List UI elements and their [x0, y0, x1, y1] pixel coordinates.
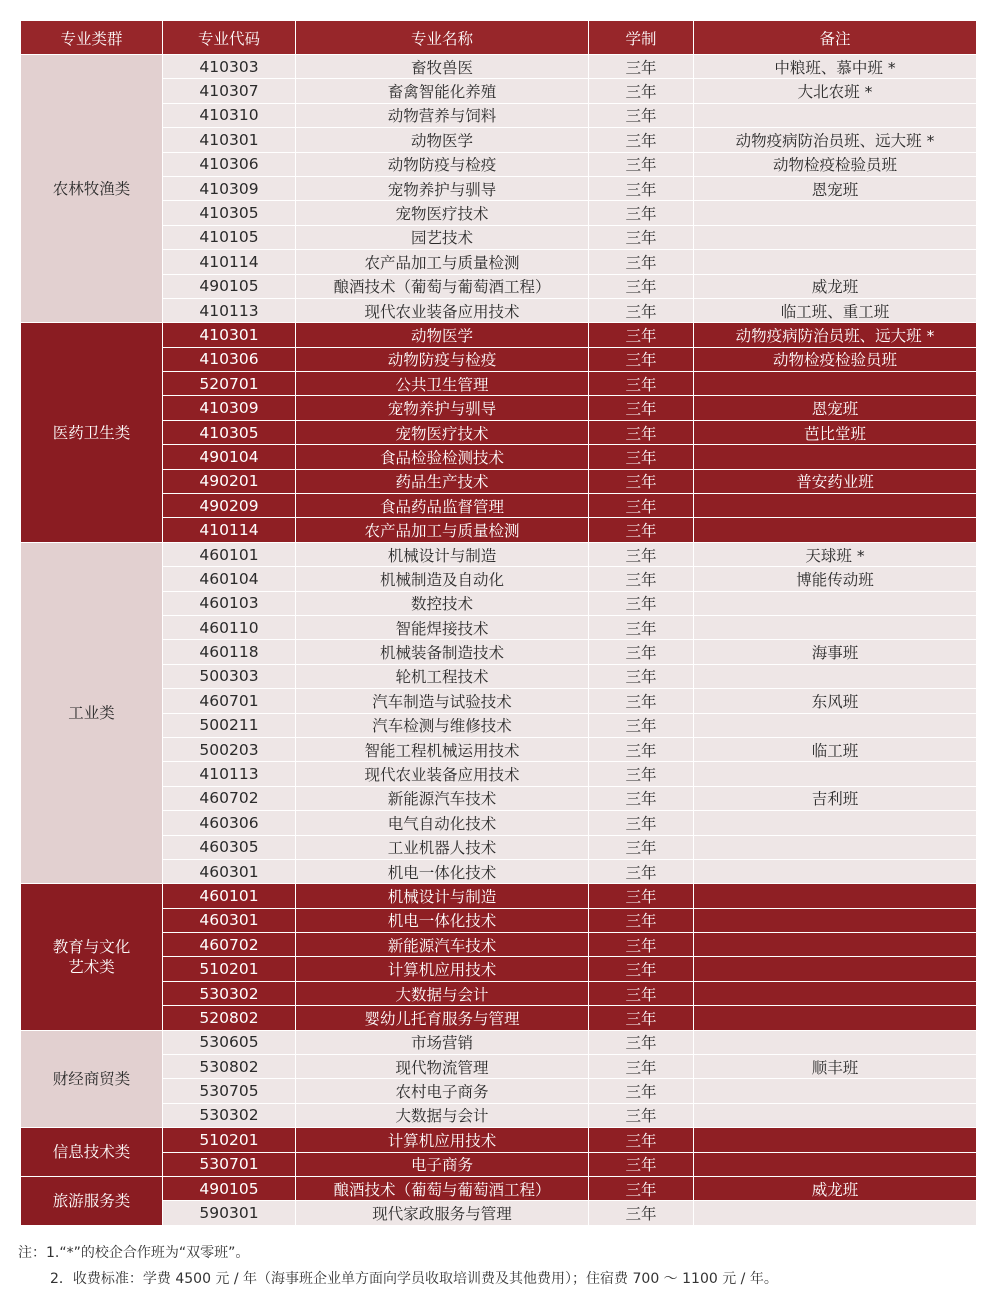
duration-cell: 三年 — [589, 981, 694, 1005]
duration-cell: 三年 — [589, 152, 694, 176]
major-name-cell: 公共卫生管理 — [296, 372, 589, 396]
header-category: 专业类群 — [21, 21, 163, 55]
duration-cell: 三年 — [589, 689, 694, 713]
note-cell — [694, 518, 977, 542]
category-label: 医药卫生类 — [52, 423, 131, 442]
footnotes — [18, 1240, 988, 1292]
table-row — [21, 103, 977, 127]
major-name-cell: 农产品加工与质量检测 — [296, 250, 589, 274]
duration-cell: 三年 — [589, 762, 694, 786]
note-cell: 动物疫病防治员班、远大班 * — [694, 128, 977, 152]
note-cell: 大北农班 * — [694, 79, 977, 103]
note-cell — [694, 884, 977, 908]
duration-cell: 三年 — [589, 591, 694, 615]
major-code-cell: 410114 — [163, 250, 296, 274]
table-row — [21, 1030, 977, 1054]
duration-cell: 三年 — [589, 1128, 694, 1152]
category-cell — [21, 1176, 163, 1225]
major-code-cell: 500203 — [163, 737, 296, 761]
table-row — [21, 615, 977, 639]
table-row — [21, 1128, 977, 1152]
major-name-cell: 动物防疫与检疫 — [296, 347, 589, 371]
note-cell: 恩宠班 — [694, 176, 977, 200]
table-row — [21, 469, 977, 493]
duration-cell: 三年 — [589, 494, 694, 518]
note-cell: 动物检疫检验员班 — [694, 347, 977, 371]
duration-cell: 三年 — [589, 713, 694, 737]
table-row — [21, 908, 977, 932]
major-code-cell: 460101 — [163, 884, 296, 908]
table-row — [21, 713, 977, 737]
note-cell: 威龙班 — [694, 1176, 977, 1200]
table-row — [21, 1103, 977, 1127]
major-code-cell: 520802 — [163, 1006, 296, 1030]
major-name-cell: 智能工程机械运用技术 — [296, 737, 589, 761]
note-cell — [694, 1079, 977, 1103]
major-name-cell: 市场营销 — [296, 1030, 589, 1054]
major-name-cell: 食品药品监督管理 — [296, 494, 589, 518]
note-cell — [694, 1152, 977, 1176]
note-cell: 吉利班 — [694, 786, 977, 810]
table-row — [21, 811, 977, 835]
table-row — [21, 884, 977, 908]
duration-cell: 三年 — [589, 128, 694, 152]
table-row — [21, 835, 977, 859]
note-cell — [694, 1103, 977, 1127]
major-code-cell: 490201 — [163, 469, 296, 493]
category-cell — [21, 542, 163, 883]
table-row — [21, 957, 977, 981]
major-code-cell: 530302 — [163, 1103, 296, 1127]
note-cell — [694, 908, 977, 932]
major-name-cell: 现代农业装备应用技术 — [296, 298, 589, 322]
duration-cell: 三年 — [589, 1055, 694, 1079]
major-code-cell: 590301 — [163, 1201, 296, 1225]
major-code-cell: 410301 — [163, 128, 296, 152]
table-row — [21, 445, 977, 469]
duration-cell: 三年 — [589, 372, 694, 396]
major-code-cell: 460306 — [163, 811, 296, 835]
table-row — [21, 689, 977, 713]
major-code-cell: 460305 — [163, 835, 296, 859]
major-code-cell: 460301 — [163, 908, 296, 932]
major-name-cell: 机电一体化技术 — [296, 859, 589, 883]
note-cell — [694, 664, 977, 688]
major-name-cell: 机械制造及自动化 — [296, 567, 589, 591]
duration-cell: 三年 — [589, 250, 694, 274]
category-cell — [21, 1128, 163, 1177]
header-note: 备注 — [694, 21, 977, 55]
majors-table — [20, 20, 977, 1226]
note-cell: 临工班 — [694, 737, 977, 761]
major-code-cell: 490209 — [163, 494, 296, 518]
major-name-cell: 电子商务 — [296, 1152, 589, 1176]
note-cell — [694, 811, 977, 835]
major-name-cell: 机械设计与制造 — [296, 884, 589, 908]
table-row — [21, 518, 977, 542]
note-cell — [694, 933, 977, 957]
note-cell: 临工班、重工班 — [694, 298, 977, 322]
table-row — [21, 128, 977, 152]
major-code-cell: 530802 — [163, 1055, 296, 1079]
table-row — [21, 859, 977, 883]
category-label: 旅游服务类 — [52, 1191, 131, 1210]
category-label: 信息技术类 — [52, 1143, 131, 1162]
table-row — [21, 396, 977, 420]
major-name-cell: 机械装备制造技术 — [296, 640, 589, 664]
major-code-cell: 460103 — [163, 591, 296, 615]
note-cell — [694, 1128, 977, 1152]
table-row — [21, 1152, 977, 1176]
major-name-cell: 农村电子商务 — [296, 1079, 589, 1103]
major-code-cell: 520701 — [163, 372, 296, 396]
duration-cell: 三年 — [589, 542, 694, 566]
major-code-cell: 410113 — [163, 298, 296, 322]
table-row — [21, 591, 977, 615]
major-name-cell: 宠物养护与驯导 — [296, 176, 589, 200]
table-row — [21, 737, 977, 761]
note-cell: 东风班 — [694, 689, 977, 713]
major-code-cell: 460301 — [163, 859, 296, 883]
table-row — [21, 225, 977, 249]
major-name-cell: 汽车检测与维修技术 — [296, 713, 589, 737]
note-cell — [694, 591, 977, 615]
table-row — [21, 933, 977, 957]
major-name-cell: 电气自动化技术 — [296, 811, 589, 835]
note-cell: 普安药业班 — [694, 469, 977, 493]
major-code-cell: 410113 — [163, 762, 296, 786]
major-name-cell: 机械设计与制造 — [296, 542, 589, 566]
note-cell — [694, 250, 977, 274]
major-name-cell: 畜禽智能化养殖 — [296, 79, 589, 103]
note-cell: 海事班 — [694, 640, 977, 664]
table-row — [21, 640, 977, 664]
duration-cell: 三年 — [589, 786, 694, 810]
note-cell — [694, 835, 977, 859]
table-row — [21, 347, 977, 371]
duration-cell: 三年 — [589, 1030, 694, 1054]
duration-cell: 三年 — [589, 445, 694, 469]
duration-cell: 三年 — [589, 274, 694, 298]
note-cell — [694, 615, 977, 639]
category-cell — [21, 1030, 163, 1128]
duration-cell: 三年 — [589, 55, 694, 79]
note-cell: 动物疫病防治员班、远大班 * — [694, 323, 977, 347]
duration-cell: 三年 — [589, 103, 694, 127]
category-label: 教育与文化 艺术类 — [52, 937, 131, 976]
table-row — [21, 1079, 977, 1103]
note-cell — [694, 1201, 977, 1225]
table-header-row — [21, 21, 977, 55]
duration-cell: 三年 — [589, 176, 694, 200]
major-name-cell: 酿酒技术（葡萄与葡萄酒工程） — [296, 1176, 589, 1200]
duration-cell: 三年 — [589, 1201, 694, 1225]
table-row — [21, 1055, 977, 1079]
note-cell — [694, 762, 977, 786]
major-name-cell: 动物防疫与检疫 — [296, 152, 589, 176]
duration-cell: 三年 — [589, 347, 694, 371]
major-name-cell: 药品生产技术 — [296, 469, 589, 493]
table-row — [21, 55, 977, 79]
major-code-cell: 410306 — [163, 347, 296, 371]
major-code-cell: 410307 — [163, 79, 296, 103]
majors-sheet — [20, 20, 976, 1225]
major-name-cell: 大数据与会计 — [296, 981, 589, 1005]
header-code: 专业代码 — [163, 21, 296, 55]
major-name-cell: 轮机工程技术 — [296, 664, 589, 688]
table-row — [21, 1006, 977, 1030]
major-name-cell: 宠物养护与驯导 — [296, 396, 589, 420]
note-cell — [694, 1006, 977, 1030]
note-cell — [694, 494, 977, 518]
duration-cell: 三年 — [589, 933, 694, 957]
major-code-cell: 490104 — [163, 445, 296, 469]
category-cell — [21, 884, 163, 1030]
table-row — [21, 1201, 977, 1225]
major-code-cell: 460118 — [163, 640, 296, 664]
major-code-cell: 410306 — [163, 152, 296, 176]
duration-cell: 三年 — [589, 835, 694, 859]
major-name-cell: 现代家政服务与管理 — [296, 1201, 589, 1225]
major-name-cell: 智能焊接技术 — [296, 615, 589, 639]
note-cell: 天球班 * — [694, 542, 977, 566]
major-name-cell: 畜牧兽医 — [296, 55, 589, 79]
major-name-cell: 动物医学 — [296, 323, 589, 347]
major-code-cell: 410305 — [163, 201, 296, 225]
table-row — [21, 79, 977, 103]
duration-cell: 三年 — [589, 1079, 694, 1103]
major-code-cell: 460702 — [163, 933, 296, 957]
duration-cell: 三年 — [589, 957, 694, 981]
major-code-cell: 530302 — [163, 981, 296, 1005]
table-row — [21, 298, 977, 322]
table-row — [21, 542, 977, 566]
major-code-cell: 490105 — [163, 274, 296, 298]
table-row — [21, 1176, 977, 1200]
major-name-cell: 汽车制造与试验技术 — [296, 689, 589, 713]
category-cell — [21, 323, 163, 543]
table-row — [21, 567, 977, 591]
major-code-cell: 410301 — [163, 323, 296, 347]
major-code-cell: 510201 — [163, 1128, 296, 1152]
duration-cell: 三年 — [589, 1103, 694, 1127]
duration-cell: 三年 — [589, 811, 694, 835]
major-code-cell: 460701 — [163, 689, 296, 713]
duration-cell: 三年 — [589, 420, 694, 444]
category-label: 工业类 — [68, 704, 115, 723]
category-label: 财经商贸类 — [52, 1069, 131, 1088]
note-cell: 中粮班、慕中班 * — [694, 55, 977, 79]
duration-cell: 三年 — [589, 859, 694, 883]
table-row — [21, 981, 977, 1005]
note-cell — [694, 103, 977, 127]
note-cell — [694, 445, 977, 469]
table-row — [21, 152, 977, 176]
major-code-cell: 410310 — [163, 103, 296, 127]
table-row — [21, 762, 977, 786]
major-code-cell: 460110 — [163, 615, 296, 639]
table-row — [21, 201, 977, 225]
note-cell — [694, 859, 977, 883]
table-row — [21, 274, 977, 298]
table-row — [21, 664, 977, 688]
table-row — [21, 250, 977, 274]
major-code-cell: 500211 — [163, 713, 296, 737]
duration-cell: 三年 — [589, 640, 694, 664]
table-body — [21, 55, 977, 1226]
note-cell — [694, 372, 977, 396]
major-name-cell: 大数据与会计 — [296, 1103, 589, 1127]
major-name-cell: 工业机器人技术 — [296, 835, 589, 859]
major-code-cell: 410303 — [163, 55, 296, 79]
duration-cell: 三年 — [589, 884, 694, 908]
duration-cell: 三年 — [589, 908, 694, 932]
note-cell — [694, 1030, 977, 1054]
footnote-2: 2．收费标准：学费 4500 元 / 年（海事班企业单方面向学员收取培训费及其他费用）；住宿费 700 ～ 1100 元 / 年。 — [50, 1271, 778, 1287]
major-code-cell: 410105 — [163, 225, 296, 249]
major-code-cell: 530605 — [163, 1030, 296, 1054]
major-code-cell: 530701 — [163, 1152, 296, 1176]
duration-cell: 三年 — [589, 518, 694, 542]
category-label: 农林牧渔类 — [52, 179, 131, 198]
note-cell — [694, 201, 977, 225]
table-row — [21, 494, 977, 518]
major-name-cell: 机电一体化技术 — [296, 908, 589, 932]
major-name-cell: 宠物医疗技术 — [296, 201, 589, 225]
note-cell: 芭比堂班 — [694, 420, 977, 444]
duration-cell: 三年 — [589, 79, 694, 103]
major-code-cell: 410309 — [163, 396, 296, 420]
duration-cell: 三年 — [589, 469, 694, 493]
major-name-cell: 计算机应用技术 — [296, 1128, 589, 1152]
major-name-cell: 酿酒技术（葡萄与葡萄酒工程） — [296, 274, 589, 298]
duration-cell: 三年 — [589, 298, 694, 322]
major-code-cell: 410309 — [163, 176, 296, 200]
note-cell: 博能传动班 — [694, 567, 977, 591]
note-cell: 动物检疫检验员班 — [694, 152, 977, 176]
duration-cell: 三年 — [589, 201, 694, 225]
table-row — [21, 420, 977, 444]
duration-cell: 三年 — [589, 664, 694, 688]
duration-cell: 三年 — [589, 1006, 694, 1030]
duration-cell: 三年 — [589, 225, 694, 249]
major-code-cell: 460101 — [163, 542, 296, 566]
major-name-cell: 新能源汽车技术 — [296, 786, 589, 810]
table-row — [21, 323, 977, 347]
major-name-cell: 园艺技术 — [296, 225, 589, 249]
header-duration: 学制 — [589, 21, 694, 55]
major-name-cell: 农产品加工与质量检测 — [296, 518, 589, 542]
major-name-cell: 计算机应用技术 — [296, 957, 589, 981]
category-cell — [21, 55, 163, 323]
table-row — [21, 786, 977, 810]
major-name-cell: 新能源汽车技术 — [296, 933, 589, 957]
note-cell — [694, 225, 977, 249]
duration-cell: 三年 — [589, 1176, 694, 1200]
major-code-cell: 410114 — [163, 518, 296, 542]
major-code-cell: 510201 — [163, 957, 296, 981]
note-cell: 恩宠班 — [694, 396, 977, 420]
major-name-cell: 宠物医疗技术 — [296, 420, 589, 444]
note-cell: 顺丰班 — [694, 1055, 977, 1079]
duration-cell: 三年 — [589, 567, 694, 591]
major-name-cell: 动物医学 — [296, 128, 589, 152]
major-name-cell: 现代农业装备应用技术 — [296, 762, 589, 786]
major-name-cell: 食品检验检测技术 — [296, 445, 589, 469]
major-code-cell: 410305 — [163, 420, 296, 444]
major-name-cell: 数控技术 — [296, 591, 589, 615]
table-row — [21, 176, 977, 200]
note-cell — [694, 981, 977, 1005]
major-name-cell: 现代物流管理 — [296, 1055, 589, 1079]
duration-cell: 三年 — [589, 737, 694, 761]
major-code-cell: 530705 — [163, 1079, 296, 1103]
table-row — [21, 372, 977, 396]
footnote-1: 注：1.“*”的校企合作班为“双零班”。 — [18, 1245, 250, 1261]
duration-cell: 三年 — [589, 1152, 694, 1176]
duration-cell: 三年 — [589, 323, 694, 347]
note-cell: 威龙班 — [694, 274, 977, 298]
note-cell — [694, 713, 977, 737]
major-code-cell: 460104 — [163, 567, 296, 591]
major-name-cell: 动物营养与饲料 — [296, 103, 589, 127]
note-cell — [694, 957, 977, 981]
header-major-name: 专业名称 — [296, 21, 589, 55]
major-code-cell: 490105 — [163, 1176, 296, 1200]
duration-cell: 三年 — [589, 396, 694, 420]
major-name-cell: 婴幼儿托育服务与管理 — [296, 1006, 589, 1030]
major-code-cell: 500303 — [163, 664, 296, 688]
major-code-cell: 460702 — [163, 786, 296, 810]
duration-cell: 三年 — [589, 615, 694, 639]
